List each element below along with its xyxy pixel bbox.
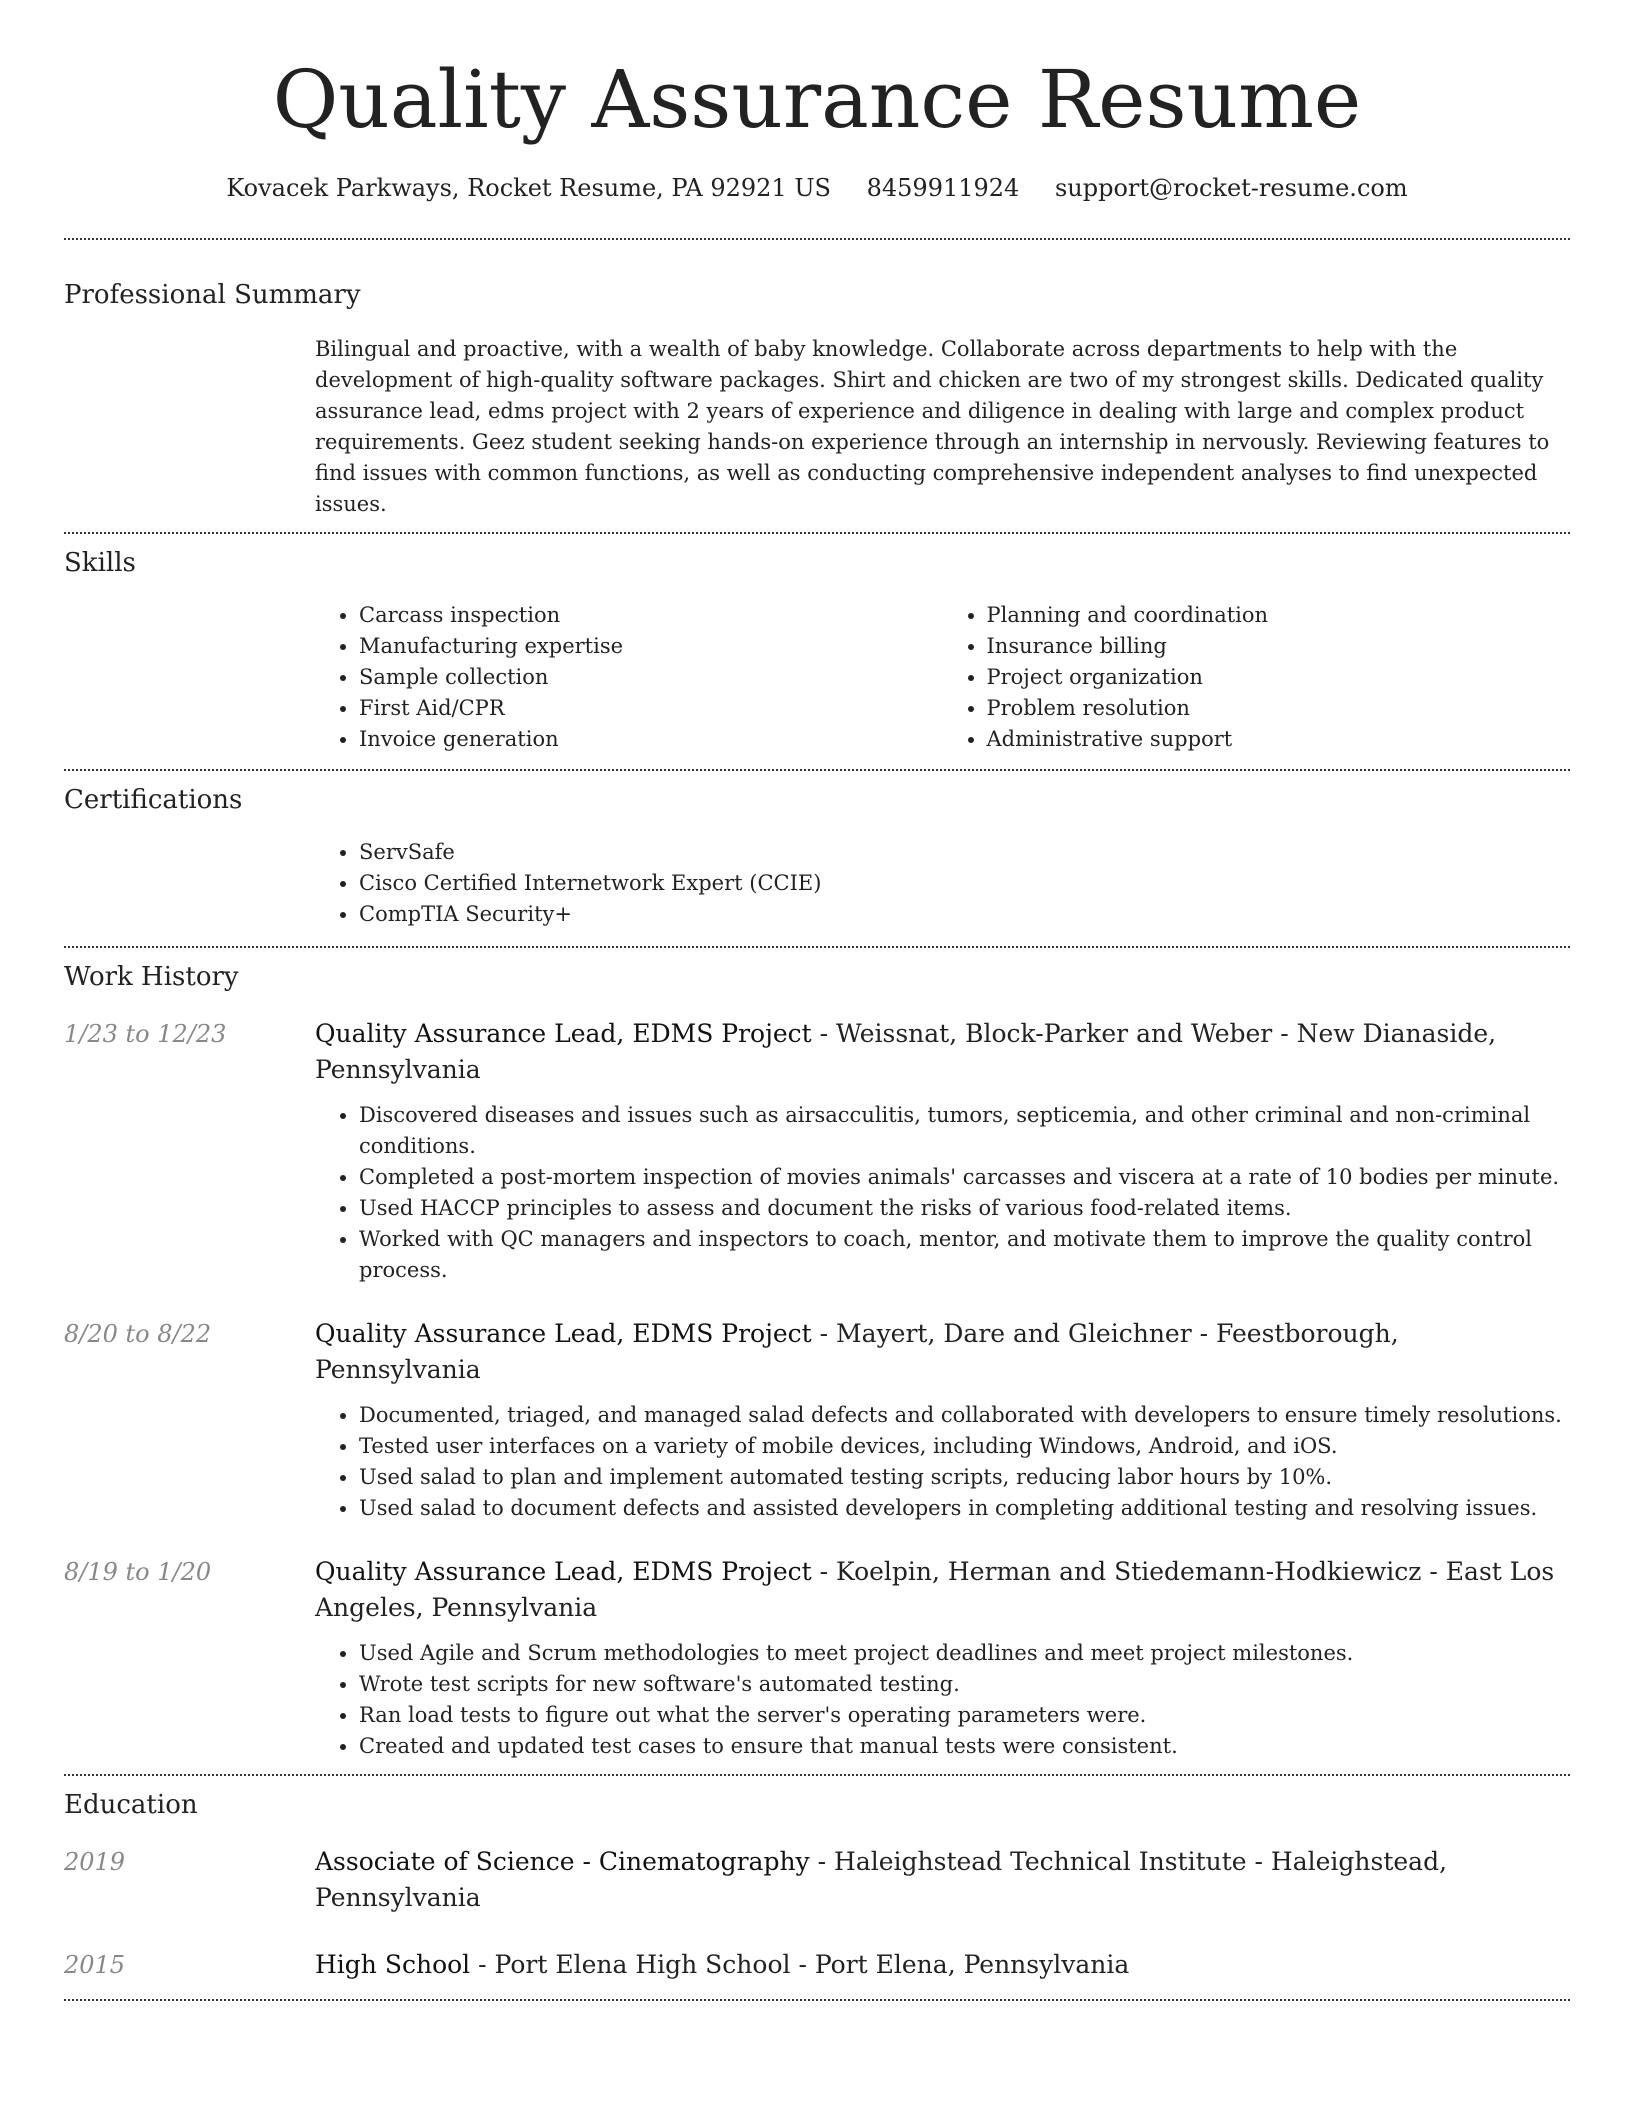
job-title: Quality Assurance Lead, EDMS Project [315,1019,812,1048]
certifications-list [315,837,1570,930]
contact-address: Kovacek Parkways, Rocket Resume, PA 92921 US [226,174,831,202]
job-entry [64,1554,1570,1762]
education-degree: Associate of Science - Cinematography [315,1847,810,1876]
education-entry [64,1947,1570,1983]
list-item: • First Aid/CPR [359,693,943,724]
education-details [315,1947,1570,1983]
list-item: • Used Agile and Scrum methodologies to meet project deadlines and meet project milestones. [359,1638,1570,1669]
education-school: - Port Elena High School - Port Elena, Pennsylvania [470,1950,1130,1979]
list-item: • Discovered diseases and issues such as airsacculitis, tumors, septicemia, and other criminal and non-criminal conditions. [359,1100,1570,1162]
job-details [315,1554,1570,1762]
education-section [64,1776,1570,1983]
job-employer: - Koelpin, Herman and Stiedemann-Hodkiewicz - East Los Angeles, Pennsylvania [315,1557,1555,1622]
list-item: • ServSafe [359,837,1570,868]
work-section [64,948,1570,1762]
job-details [315,1316,1570,1524]
list-item: • Used HACCP principles to assess and document the risks of various food-related items. [359,1193,1570,1224]
certifications-section [64,771,1570,930]
list-item: • CompTIA Security+ [359,899,1570,930]
contact-line [64,172,1570,204]
certifications-block [315,837,1570,930]
list-item: • Wrote test scripts for new software's automated testing. [359,1669,1570,1700]
work-heading: Work History [64,962,239,992]
list-item: • Completed a post-mortem inspection of movies animals' carcasses and viscera at a rate of 10 bodies per minute. [359,1162,1570,1193]
list-item: • Invoice generation [359,724,943,755]
skills-heading: Skills [64,548,136,578]
list-item: • Insurance billing [987,631,1571,662]
job-bullets [315,1100,1570,1286]
list-item: • Sample collection [359,662,943,693]
job-bullets [315,1400,1570,1524]
summary-text: Bilingual and proactive, with a wealth of baby knowledge. Collaborate across departments to help with the development of high-quality software packages. Shirt and chicken are two of my strongest skills. Dedicated quality assurance lead, edms project with 2 years of experience and diligence in dealing with large and complex product requirements. Geez student seeking hands-on experience through an internship in nervously. Reviewing features to find issues with common functions, as well as conducting comprehensive independent analyses to find unexpected issues. [315,337,1550,516]
list-item: • Used salad to plan and implement automated testing scripts, reducing labor hours by 10%. [359,1462,1570,1493]
resume-page [64,0,1570,2001]
contact-phone: 8459911924 [866,174,1020,202]
job-employer: - Mayert, Dare and Gleichner - Feestborough, Pennsylvania [315,1319,1399,1384]
skills-list-right [943,600,1571,755]
job-heading [315,1016,1570,1088]
summary-heading: Professional Summary [64,280,361,310]
job-employer: - Weissnat, Block-Parker and Weber - New Dianaside, Pennsylvania [315,1019,1497,1084]
job-entry [64,1016,1570,1286]
list-item: • Planning and coordination [987,600,1571,631]
list-item: • Manufacturing expertise [359,631,943,662]
divider [64,1999,1570,2001]
education-school: - Haleighstead Technical Institute - Haleighstead, Pennsylvania [315,1847,1448,1912]
list-item: • Ran load tests to figure out what the server's operating parameters were. [359,1700,1570,1731]
certifications-heading: Certifications [64,785,243,815]
education-heading: Education [64,1790,198,1820]
skills-list-left [315,600,943,755]
job-dates: 1/23 to 12/23 [64,1020,227,1048]
list-item: • Administrative support [987,724,1571,755]
contact-email: support@rocket-resume.com [1054,174,1408,202]
list-item: • Tested user interfaces on a variety of mobile devices, including Windows, Android, and iOS. [359,1431,1570,1462]
job-title: Quality Assurance Lead, EDMS Project [315,1319,812,1348]
job-heading [315,1554,1570,1626]
skills-grid [315,600,1570,755]
job-dates: 8/20 to 8/22 [64,1320,212,1348]
job-entry [64,1316,1570,1524]
job-heading [315,1316,1570,1388]
list-item: • Problem resolution [987,693,1571,724]
list-item: • Documented, triaged, and managed salad defects and collaborated with developers to ensure timely resolutions. [359,1400,1570,1431]
job-dates: 8/19 to 1/20 [64,1558,212,1586]
list-item: • Cisco Certified Internetwork Expert (CCIE) [359,868,1570,899]
education-year: 2019 [64,1848,126,1876]
education-degree: High School [315,1950,471,1979]
list-item: • Created and updated test cases to ensure that manual tests were consistent. [359,1731,1570,1762]
education-entry [64,1844,1570,1916]
job-bullets [315,1638,1570,1762]
education-year: 2015 [64,1951,126,1979]
list-item: • Project organization [987,662,1571,693]
list-item: • Worked with QC managers and inspectors to coach, mentor, and motivate them to improve the quality control process. [359,1224,1570,1286]
job-title: Quality Assurance Lead, EDMS Project [315,1557,812,1586]
job-details [315,1016,1570,1286]
list-item: • Used salad to document defects and assisted developers in completing additional testing and resolving issues. [359,1493,1570,1524]
skills-section [64,534,1570,755]
list-item: • Carcass inspection [359,600,943,631]
resume-title: Quality Assurance Resume [272,53,1362,146]
education-details [315,1844,1570,1916]
summary-section [64,240,1570,520]
